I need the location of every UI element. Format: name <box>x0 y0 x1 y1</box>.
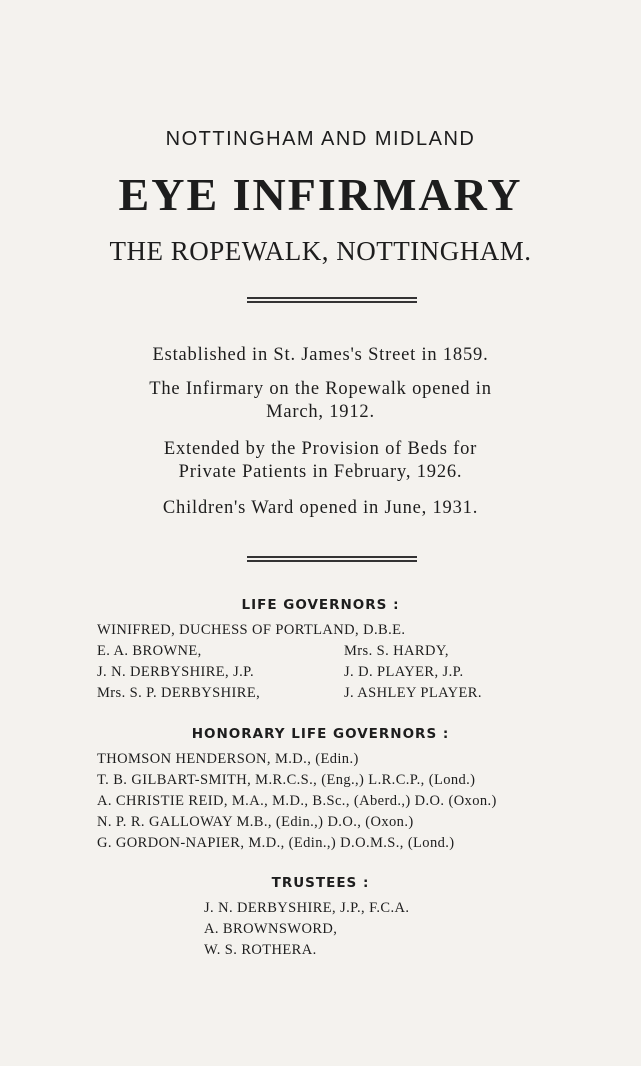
honorary-governor: T. B. GILBART-SMITH, M.R.C.S., (Eng.,) L.R.C.P., (Lond.) <box>97 772 476 788</box>
divider-bottom <box>247 556 417 564</box>
life-governor-right: J. D. PLAYER, J.P. <box>344 664 464 680</box>
life-governor-right: Mrs. S. HARDY, <box>344 643 449 659</box>
ropewalk-text-line1: The Infirmary on the Ropewalk opened in <box>149 379 492 399</box>
honorary-governor: N. P. R. GALLOWAY M.B., (Edin.,) D.O., (Oxon.) <box>97 814 414 830</box>
childrens-ward-text: Children's Ward opened in June, 1931. <box>162 498 479 518</box>
life-governors-title: LIFE GOVERNORS : <box>241 597 400 613</box>
life-governor-left: J. N. DERBYSHIRE, J.P. <box>97 664 255 680</box>
established-text: Established in St. James's Street in 1859. <box>152 345 489 365</box>
trustee: A. BROWNSWORD, <box>204 921 338 937</box>
life-governor-left: E. A. BROWNE, <box>97 643 202 659</box>
honorary-governor: THOMSON HENDERSON, M.D., (Edin.) <box>97 751 359 767</box>
honorary-governor: A. CHRISTIE REID, M.A., M.D., B.Sc., (Aberd.,) D.O. (Oxon.) <box>97 793 497 809</box>
extended-text-line2: Private Patients in February, 1926. <box>178 462 463 482</box>
honorary-life-governors-title: HONORARY LIFE GOVERNORS : <box>191 726 450 742</box>
organization-address: THE ROPEWALK, NOTTINGHAM. <box>109 236 532 266</box>
life-governor-left: Mrs. S. P. DERBYSHIRE, <box>97 685 261 701</box>
trustees-title: TRUSTEES : <box>271 875 370 891</box>
life-governor-right: J. ASHLEY PLAYER. <box>344 685 482 701</box>
trustee: J. N. DERBYSHIRE, J.P., F.C.A. <box>204 900 410 916</box>
organization-name: EYE INFIRMARY <box>118 169 523 220</box>
life-governor-full: WINIFRED, DUCHESS OF PORTLAND, D.B.E. <box>97 622 406 638</box>
trustee: W. S. ROTHERA. <box>204 942 317 958</box>
extended-text-line1: Extended by the Provision of Beds for <box>163 439 478 459</box>
organization-region: NOTTINGHAM AND MIDLAND <box>165 128 476 150</box>
honorary-governor: G. GORDON-NAPIER, M.D., (Edin.,) D.O.M.S., (Lond.) <box>97 835 455 851</box>
divider-top <box>247 297 417 305</box>
ropewalk-text-line2: March, 1912. <box>266 402 375 422</box>
